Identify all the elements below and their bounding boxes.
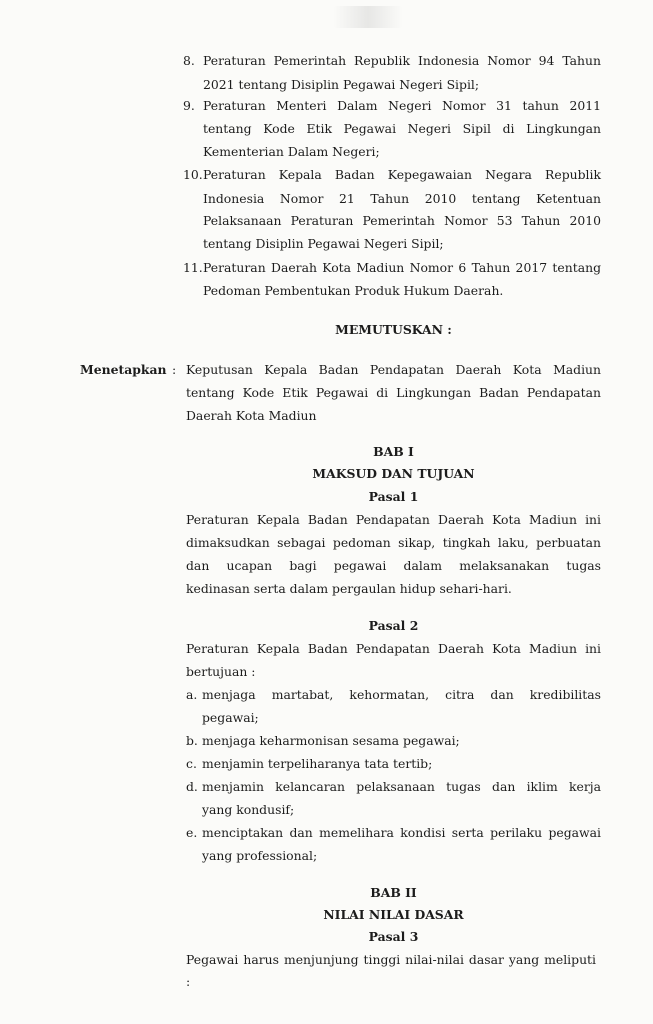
menetapkan-line: Keputusan Kepala Badan Pendapatan Daerah Kota Madiun bbox=[186, 362, 601, 377]
list-number: 9. bbox=[183, 98, 195, 113]
list-number: 11. bbox=[183, 260, 203, 275]
pasal2-item-line: menjamin kelancaran pelaksanaan tugas dan iklim kerja bbox=[202, 779, 601, 794]
memutuskan-heading: MEMUTUSKAN : bbox=[335, 322, 452, 337]
list-item-line: tentang Disiplin Pegawai Negeri Sipil; bbox=[203, 236, 444, 251]
list-number: 8. bbox=[183, 53, 195, 68]
list-item-line: Peraturan Daerah Kota Madiun Nomor 6 Tahun 2017 tentang bbox=[203, 260, 601, 275]
list-number: 10. bbox=[183, 167, 203, 182]
list-item-line: Indonesia Nomor 21 Tahun 2010 tentang Ketentuan bbox=[203, 191, 601, 206]
menetapkan-label: Menetapkan bbox=[80, 362, 167, 377]
pasal1-line: dan ucapan bagi pegawai dalam melaksanakan tugas bbox=[186, 558, 601, 573]
pasal1-line: Peraturan Kepala Badan Pendapatan Daerah Kota Madiun ini bbox=[186, 512, 601, 527]
list-item-line: tentang Kode Etik Pegawai Negeri Sipil di Lingkungan bbox=[203, 121, 601, 136]
list-item-line: Pelaksanaan Peraturan Pemerintah Nomor 53 Tahun 2010 bbox=[203, 213, 601, 228]
pasal3-title: Pasal 3 bbox=[368, 929, 419, 944]
pasal2-item-line: pegawai; bbox=[202, 710, 259, 725]
list-item-line: 2021 tentang Disiplin Pegawai Negeri Sipil; bbox=[203, 77, 480, 92]
list-letter: d. bbox=[186, 779, 198, 794]
pasal2-item-line: yang kondusif; bbox=[202, 802, 295, 817]
pasal1-line: kedinasan serta dalam pergaulan hidup sehari-hari. bbox=[186, 581, 512, 596]
pasal2-item-line: menjamin terpeliharanya tata tertib; bbox=[202, 756, 433, 771]
pasal2-item-line: menjaga martabat, kehormatan, citra dan kredibilitas bbox=[202, 687, 601, 702]
bab2-title: BAB II bbox=[370, 885, 417, 900]
list-item-line: Pedoman Pembentukan Produk Hukum Daerah. bbox=[203, 283, 504, 298]
pasal2-title: Pasal 2 bbox=[368, 618, 419, 633]
list-letter: e. bbox=[186, 825, 198, 840]
pasal1-line: dimaksudkan sebagai pedoman sikap, tingkah laku, perbuatan bbox=[186, 535, 601, 550]
list-letter: c. bbox=[186, 756, 197, 771]
pasal2-intro-line: Peraturan Kepala Badan Pendapatan Daerah Kota Madiun ini bbox=[186, 641, 601, 656]
list-letter: a. bbox=[186, 687, 198, 702]
pasal2-item-line: menjaga keharmonisan sesama pegawai; bbox=[202, 733, 460, 748]
pasal3-line: : bbox=[186, 974, 191, 989]
bab1-subtitle: MAKSUD DAN TUJUAN bbox=[312, 466, 475, 481]
bab1-title: BAB I bbox=[373, 444, 414, 459]
list-item-line: Peraturan Kepala Badan Kepegawaian Negara Republik bbox=[203, 167, 601, 182]
pasal2-item-line: yang professional; bbox=[202, 848, 318, 863]
menetapkan-line: tentang Kode Etik Pegawai di Lingkungan Badan Pendapatan bbox=[186, 385, 601, 400]
menetapkan-colon: : bbox=[172, 362, 177, 377]
list-letter: b. bbox=[186, 733, 198, 748]
list-item-line: Peraturan Menteri Dalam Negeri Nomor 31 tahun 2011 bbox=[203, 98, 601, 113]
pasal2-intro-line: bertujuan : bbox=[186, 664, 256, 679]
pasal1-title: Pasal 1 bbox=[368, 489, 419, 504]
bab2-subtitle: NILAI NILAI DASAR bbox=[323, 907, 464, 922]
faint-signature-mark bbox=[333, 6, 403, 28]
list-item-line: Peraturan Pemerintah Republik Indonesia Nomor 94 Tahun bbox=[203, 53, 601, 68]
menetapkan-line: Daerah Kota Madiun bbox=[186, 408, 317, 423]
list-item-line: Kementerian Dalam Negeri; bbox=[203, 144, 380, 159]
pasal3-line: Pegawai harus menjunjung tinggi nilai-nilai dasar yang meliputi bbox=[186, 952, 596, 967]
pasal2-item-line: menciptakan dan memelihara kondisi serta perilaku pegawai bbox=[202, 825, 601, 840]
